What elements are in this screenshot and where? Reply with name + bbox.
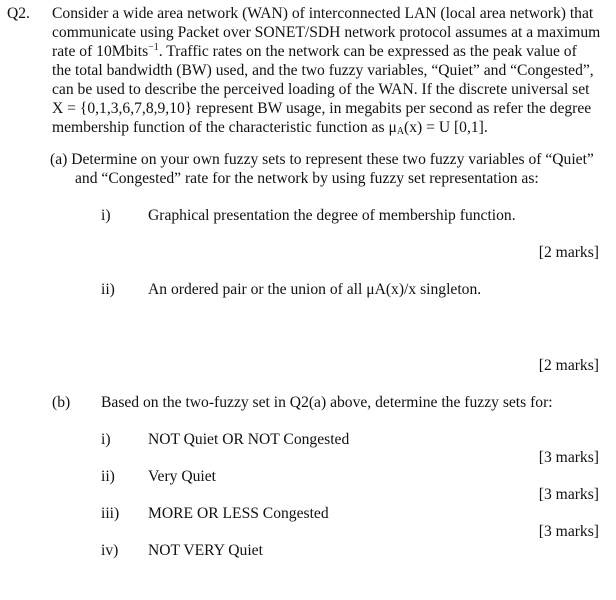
question-body	[52, 4, 600, 141]
part-a-item-2-marks: [2 marks]	[538, 357, 599, 374]
question-line-5: can be used to describe the perceived loading of the WAN. If the discrete universal set	[52, 81, 590, 98]
part-a-item-1-text: Graphical presentation the degree of membership function.	[148, 207, 516, 224]
question-line-3: rate of 10Mbits$^{-1}$. Traffic rates on the network can be expressed as the peak value of	[52, 42, 577, 60]
part-b-item-1-text: NOT Quiet OR NOT Congested	[148, 431, 350, 448]
part-a-item-1-roman: i)	[101, 207, 111, 224]
part-b-item-1-roman: i)	[101, 431, 111, 448]
question-line-6: X = {0,1,3,6,7,8,9,10} represent BW usage, in megabits per second as refer the degree	[52, 100, 592, 117]
part-b-item-4-text: NOT VERY Quiet	[148, 542, 263, 559]
part-b-item-3-marks: [3 marks]	[538, 523, 599, 540]
part-b-item-3-text: MORE OR LESS Congested	[148, 505, 329, 522]
question-number: Q2.	[7, 5, 30, 22]
question-line-2: communicate using Packet over SONET/SDH network protocol assumes at a maximum	[52, 24, 601, 41]
part-a-item-2-roman: ii)	[101, 281, 115, 298]
question-line-1: Consider a wide area network (WAN) of interconnected LAN (local area network) that	[52, 5, 594, 22]
part-b-label: (b)	[52, 394, 71, 411]
part-a-item-2-text: An ordered pair or the union of all μA(x)/x singleton.	[148, 281, 482, 298]
part-b-item-3-roman: iii)	[101, 505, 120, 522]
part-b-item-2-roman: ii)	[101, 468, 115, 485]
part-b-item-2-marks: [3 marks]	[538, 486, 599, 503]
part-a-item-1-marks: [2 marks]	[538, 244, 599, 261]
part-a-line-1: (a) Determine on your own fuzzy sets to represent these two fuzzy variables of “Quiet”	[50, 151, 594, 168]
subscript-a: A	[396, 126, 405, 137]
part-b-item-2-text: Very Quiet	[148, 468, 216, 485]
question-line-4: the total bandwidth (BW) used, and the two fuzzy variables, “Quiet” and “Congested”,	[52, 62, 594, 79]
question-line-7: membership function of the characteristic function as $\mu_A(x) = U$ [0,1].	[52, 119, 488, 137]
superscript-exponent: −1	[148, 42, 159, 53]
part-b-item-4-roman: iv)	[101, 542, 119, 559]
part-a-label: (a)	[50, 151, 68, 168]
part-a-line-2: and “Congested” rate for the network by using fuzzy set representation as:	[75, 170, 539, 187]
part-b-item-1-marks: [3 marks]	[538, 449, 599, 466]
part-b-intro: Based on the two-fuzzy set in Q2(a) above, determine the fuzzy sets for:	[101, 394, 553, 411]
